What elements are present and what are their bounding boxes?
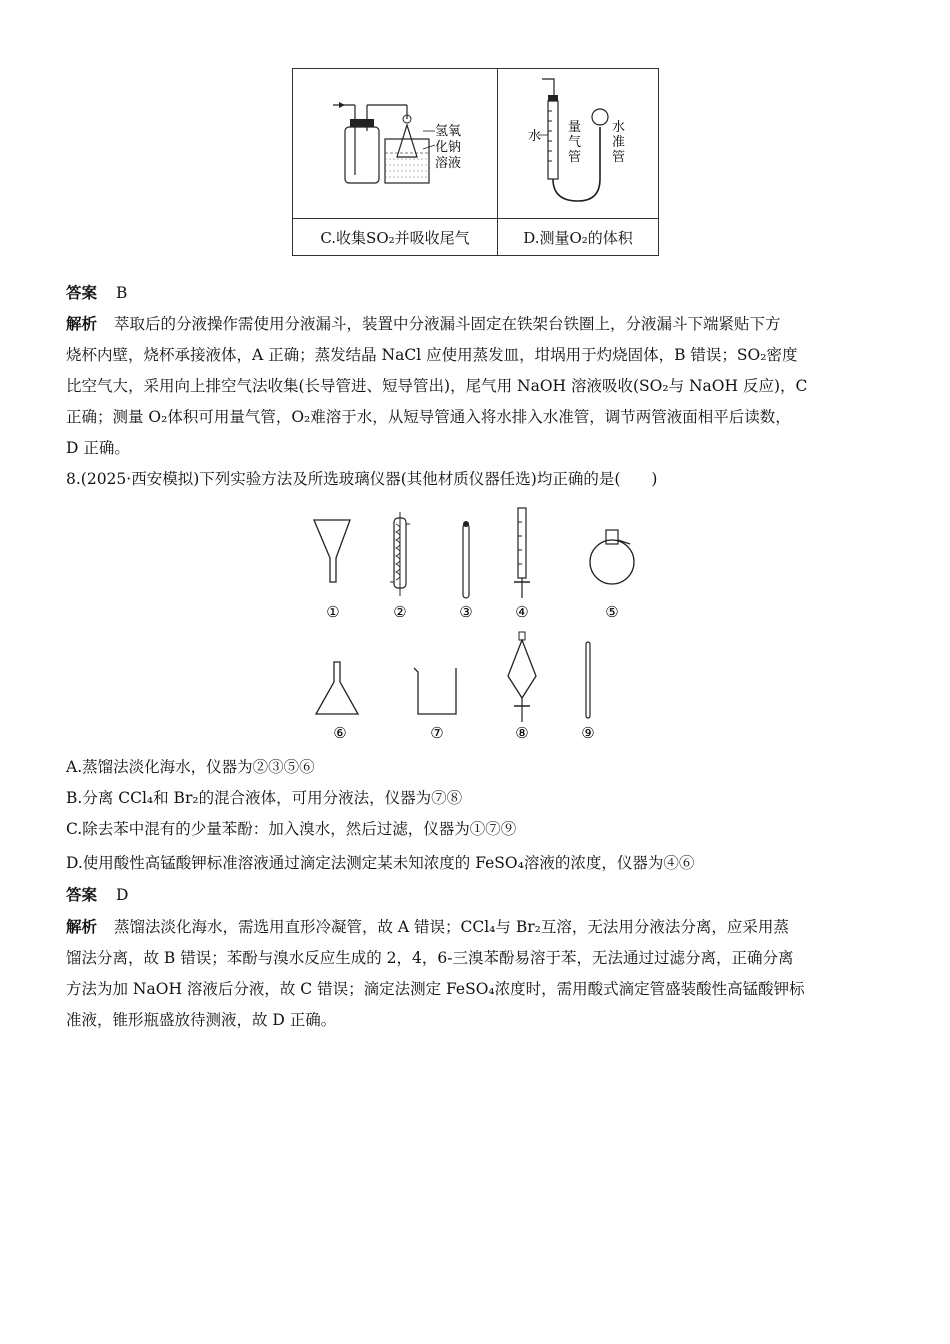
answer-value: D [115,886,129,904]
analysis-2-line-1 [66,916,789,938]
option-b: B.分离 CCl₄和 Br₂的混合液体，可用分液法，仪器为⑦⑧ [66,789,463,807]
instrument-label-7: ⑦ [430,724,444,742]
analysis-2-line-2: 馏法分离，故 B 错误；苯酚与溴水反应生成的 2，4，6-三溴苯酚易溶于苯，无法通过过滤分离，正确分离 [66,949,794,967]
level-tube-label-1: 水 [612,119,626,134]
separatory-funnel-icon [508,632,536,722]
analysis-text: 萃取后的分液操作需使用分液漏斗，装置中分液漏斗固定在铁架台铁圈上，分液漏斗下端紧贴下方 [113,315,781,333]
analysis-1-line-3: 比空气大，采用向上排空气法收集(长导管进、短导管出)，尾气用 NaOH 溶液吸收(SO₂与 NaOH 反应)，C [66,377,808,395]
gas-burette-apparatus [498,69,658,214]
distillation-flask-icon [590,530,634,584]
thermometer-icon [463,521,469,598]
analysis-1-line-4: 正确；测量 O₂体积可用量气管，O₂难溶于水，从短导管通入将水排入水准管，调节两管液面相平后读数， [66,408,791,426]
water-label: 水 [528,128,542,143]
naoh-label-3: 溶液 [435,155,462,170]
burette-label-1: 量 [568,119,582,134]
glass-rod-icon [586,642,590,718]
beaker-icon [414,668,456,714]
answer-1 [66,282,127,304]
burette-label-3: 管 [568,149,582,164]
naoh-label-1: 氢氧 [435,123,462,138]
instrument-label-5: ⑤ [605,603,619,621]
instruments-figure [300,502,640,747]
answer-value: B [115,284,128,302]
analysis-label: 解析 [66,315,98,333]
analysis-label: 解析 [66,918,98,936]
instrument-label-2: ② [393,603,407,621]
analysis-1-line-1 [66,313,780,335]
conical-flask-icon [316,662,358,714]
analysis-2-line-3: 方法为加 NaOH 溶液后分液，故 C 错误；滴定法测定 FeSO₄浓度时，需用酸式滴定管盛装酸性高锰酸钾标 [66,980,805,998]
level-tube-label-3: 管 [612,149,626,164]
instrument-label-8: ⑧ [515,724,529,742]
analysis-1-line-5: D 正确。 [66,439,130,457]
instrument-label-1: ① [326,603,340,621]
analysis-2-line-4: 准液，锥形瓶盛放待测液，故 D 正确。 [66,1011,337,1029]
option-c: C.除去苯中混有的少量苯酚：加入溴水，然后过滤，仪器为①⑦⑨ [66,820,517,838]
burette-icon [514,508,530,598]
caption-d: D.测量O₂的体积 [498,219,659,256]
caption-c: C.收集SO₂并吸收尾气 [293,219,498,256]
instrument-label-4: ④ [515,603,529,621]
instrument-label-3: ③ [459,603,473,621]
answer-2 [66,884,128,906]
instrument-label-9: ⑨ [581,724,595,742]
answer-label: 答案 [66,284,98,302]
instrument-label-6: ⑥ [333,724,347,742]
apparatus-d-figure [498,69,659,219]
so2-collection-apparatus [293,69,497,214]
question-8-stem: 8.(2025·西安模拟)下列实验方法及所选玻璃仪器(其他材质仪器任选)均正确的是( ) [66,470,658,488]
funnel-icon [314,520,350,582]
option-d: D.使用酸性高锰酸钾标准溶液通过滴定法测定某未知浓度的 FeSO₄溶液的浓度，仪器为④⑥ [66,854,695,872]
option-a: A.蒸馏法淡化海水，仪器为②③⑤⑥ [66,758,315,776]
burette-label-2: 气 [568,134,582,149]
condenser-icon [390,512,410,596]
analysis-1-line-2: 烧杯内壁，烧杯承接液体，A 正确；蒸发结晶 NaCl 应使用蒸发皿，坩埚用于灼烧固体，B 错误；SO₂密度 [66,346,798,364]
analysis-text: 蒸馏法淡化海水，需选用直形冷凝管，故 A 错误；CCl₄与 Br₂互溶，无法用分液法分离，应采用蒸 [113,918,789,936]
level-tube-label-2: 准 [612,134,626,149]
apparatus-table [292,68,659,256]
answer-label: 答案 [66,886,98,904]
apparatus-c-figure [293,69,498,219]
naoh-label-2: 化钠 [435,139,462,154]
